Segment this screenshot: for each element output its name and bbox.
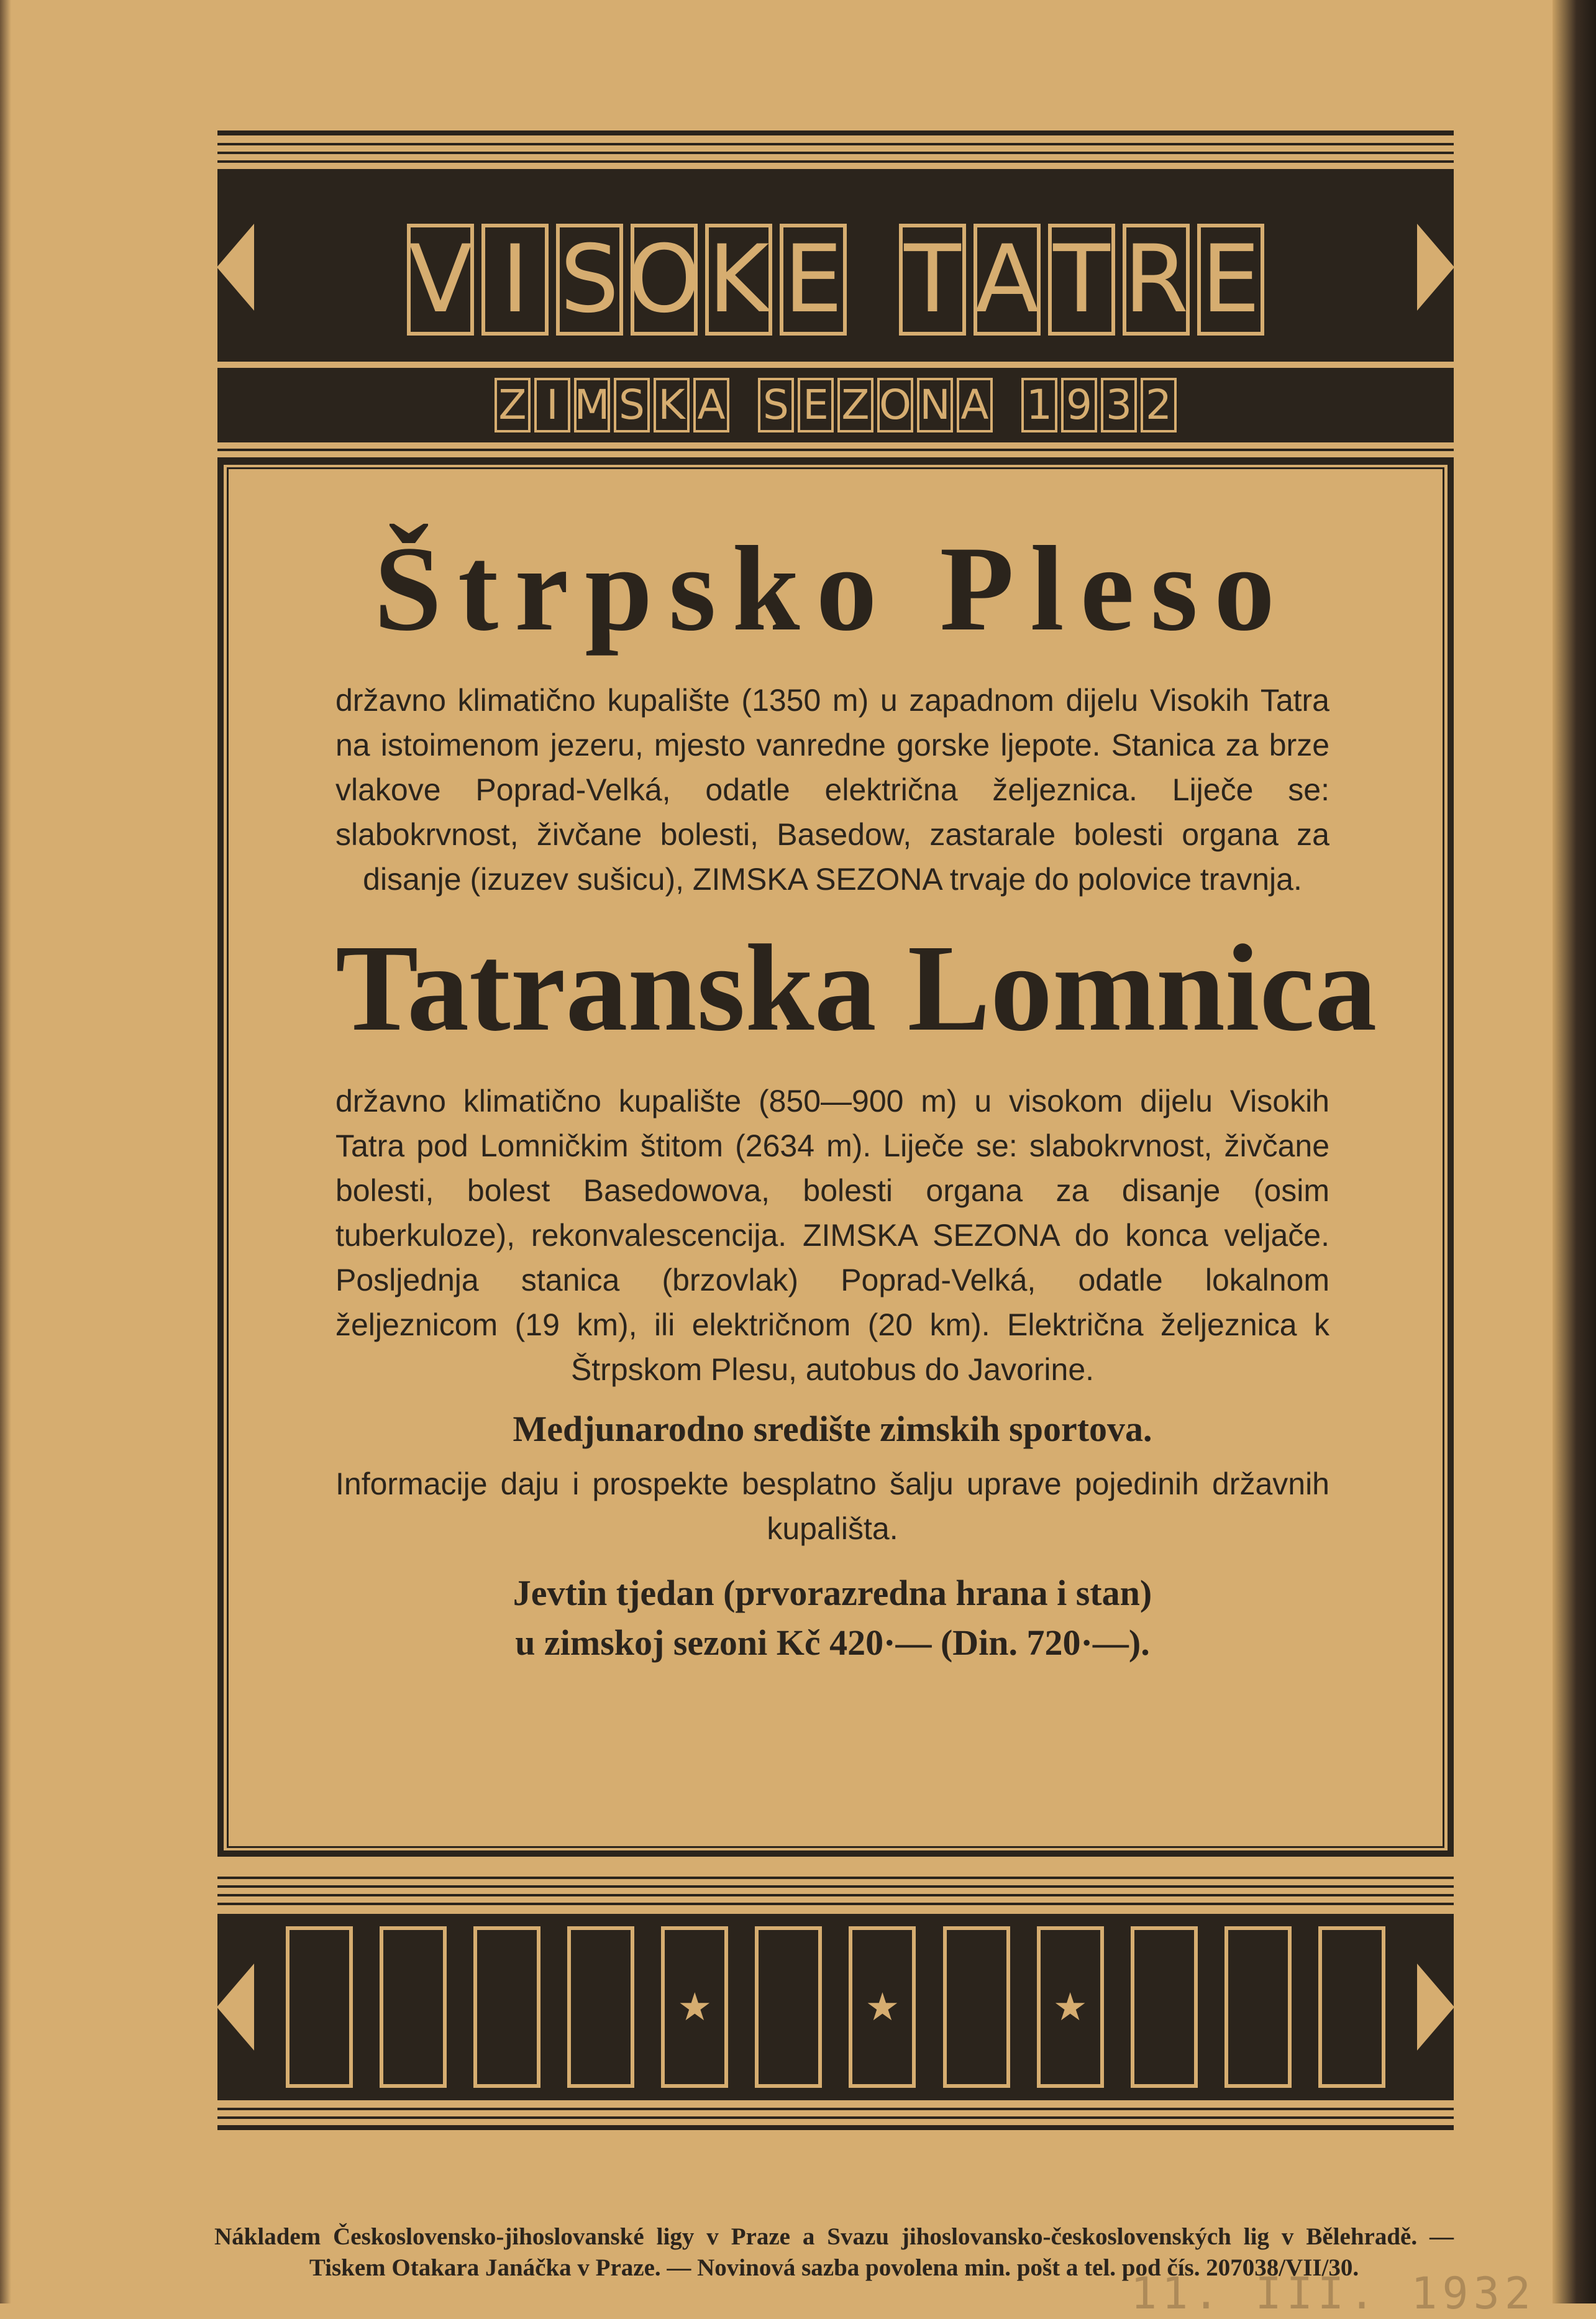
banner-rule (217, 1877, 1454, 1879)
offer-line-2: u zimskoj sezoni Kč 420·— (Din. 720·—). (515, 1622, 1150, 1663)
strpsko-heading: Štrpsko Pleso (373, 521, 1291, 656)
banner-title (289, 208, 1382, 351)
season-letter: Z (837, 378, 873, 432)
title-letter: S (556, 224, 623, 336)
banner-rule (217, 2108, 1454, 2110)
title-letter: O (631, 224, 698, 336)
banner-cell (943, 1926, 1010, 2088)
banner-cell (755, 1926, 822, 2088)
banner-cell (1131, 1926, 1198, 2088)
banner-cell (1224, 1926, 1292, 2088)
banner-rule (217, 152, 1454, 154)
season-letter: I (534, 378, 570, 432)
banner-rule (217, 2116, 1454, 2119)
title-letter: T (1048, 224, 1115, 336)
page-right-edge (1553, 0, 1596, 2303)
season-digit: 3 (1101, 378, 1137, 432)
title-letter: I (481, 224, 549, 336)
banner-rule (217, 1903, 1454, 1905)
banner-season (404, 374, 1267, 436)
banner-cell (1318, 1926, 1385, 2088)
banner-rule (217, 1885, 1454, 1888)
lomnica-heading: Tatranska Lomnica (335, 920, 1377, 1057)
title-letter: E (780, 224, 847, 336)
title-letter: A (974, 224, 1041, 336)
top-banner (217, 130, 1454, 466)
banner-cell (380, 1926, 447, 2088)
star-icon: ★ (661, 1926, 728, 2088)
season-letter: K (654, 378, 690, 432)
right-arrow (1417, 1964, 1454, 2051)
offer-line-1: Jevtin tjedan (prvorazredna hrana i stan) (513, 1573, 1152, 1613)
banner-cell (567, 1926, 634, 2088)
bottom-banner (217, 1877, 1454, 2138)
season-letter: S (614, 378, 650, 432)
right-arrow (1417, 224, 1454, 311)
season-digit: 2 (1141, 378, 1177, 432)
left-arrow (217, 1964, 254, 2051)
season-letter: S (758, 378, 794, 432)
season-letter: A (693, 378, 729, 432)
season-letter: M (574, 378, 610, 432)
banner-rule (217, 160, 1454, 163)
star-icon: ★ (849, 1926, 916, 2088)
lomnica-description: državno klimatično kupalište (850—900 m) u visokom dijelu Visokih Tatra pod Lomničkim štitom (2634 m). Liječe se: slabokrvnost, živčane bolesti, bolest Basedowova, bolesti organa za disanje (osim tuberkuloze), rekonvalescencija. ZIMSKA SEZONA do konca veljače. Posljednja stanica (brzovlak) Poprad-Velká, odatle lokalnom željeznicom (19 km), ili električnom (20 km). Električna željeznica k Štrpskom Plesu, autobus do Javorine. (335, 1084, 1329, 1387)
title-letter: V (407, 224, 474, 336)
title-letter: E (1197, 224, 1264, 336)
season-letter: E (798, 378, 834, 432)
season-letter: Z (495, 378, 531, 432)
banner-rule (217, 130, 1454, 135)
banner-rule (217, 143, 1454, 145)
page-left-edge (0, 0, 11, 2303)
star-icon: ★ (1037, 1926, 1104, 2088)
left-arrow (217, 224, 254, 311)
strpsko-description: državno klimatično kupalište (1350 m) u zapadnom dijelu Visokih Tatra na istoimenom jezeru, mjesto vanredne gorske ljepote. Stanica za brze vlakove Poprad-Velká, odatle električna željeznica. Liječe se: slabokrvnost, živčane bolesti, Basedow, zastarale bolesti organa za disanje (izuzev sušicu), ZIMSKA SEZONA trvaje do polovice travnja. (335, 683, 1329, 897)
date-stamp: 11. III. 1932 (1131, 2268, 1536, 2319)
sports-line: Medjunarodno središte zimskih sportova. (513, 1409, 1152, 1449)
season-letter: O (877, 378, 913, 432)
title-letter: R (1123, 224, 1190, 336)
season-letter: N (917, 378, 953, 432)
season-digit: 9 (1061, 378, 1097, 432)
banner-cell (473, 1926, 540, 2088)
ad-content (335, 521, 1377, 1668)
info-text: Informacije daju i prospekte besplatno šalju uprave pojedinih državnih kupališta. (335, 1466, 1329, 1546)
title-letter: T (899, 224, 966, 336)
bottom-cells (286, 1926, 1385, 2088)
banner-rule (217, 2125, 1454, 2130)
banner-rule (217, 449, 1454, 451)
banner-cell (286, 1926, 353, 2088)
banner-rule (217, 1894, 1454, 1896)
season-digit: 1 (1021, 378, 1057, 432)
publisher-imprint: Nákladem Československo-jihoslovanské ligy v Praze a Svazu jihoslovansko-československých lig v Bělehradě. — Tiskem Otakara Janáčka v Praze. — Novinová sazba povolena min. pošt a tel. pod čís. 207038/VII/30. (214, 2223, 1454, 2281)
season-letter: A (957, 378, 993, 432)
title-letter: K (705, 224, 772, 336)
